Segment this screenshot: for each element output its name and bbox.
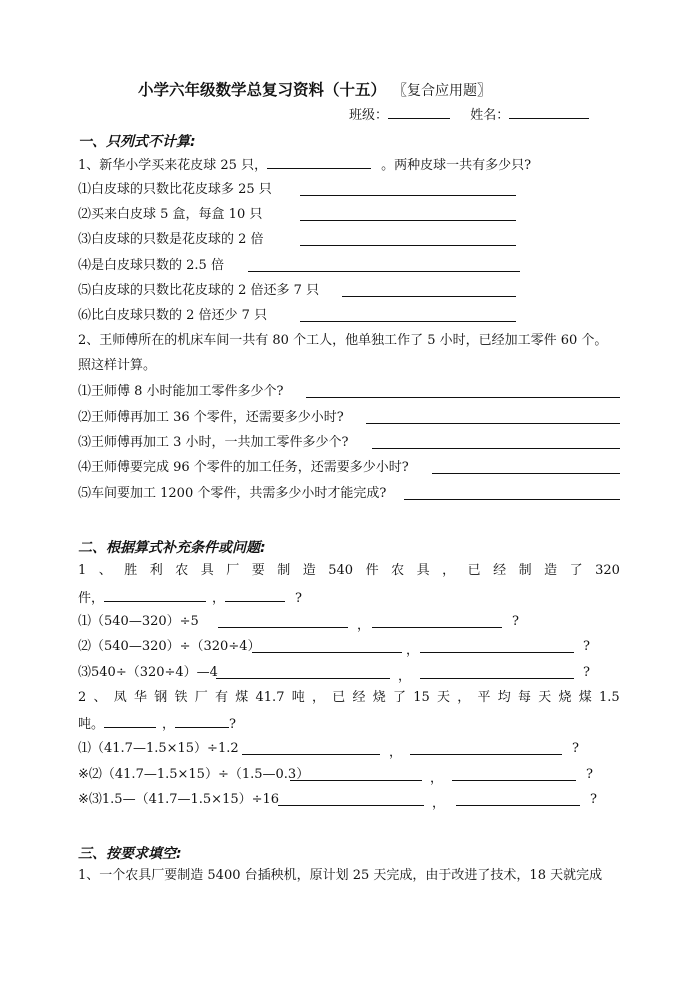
q-char: 有 [215,690,229,705]
sec1-question-1 [78,156,531,174]
comma: ， [389,745,403,760]
sec1-q2-item-4: ⑷王师傅要完成 96 个零件的加工任务，还需要多少小时? [78,460,409,475]
q-char: 经 [352,690,366,705]
q-char: 了 [569,563,583,578]
q-char: 了 [392,690,406,705]
answer-line[interactable] [218,627,348,628]
q-char: 制 [277,563,291,578]
sec2-q2-item-2: ※⑵（41.7—1.5×15）÷（1.5—0.3） [78,767,310,782]
q-char: 2 [78,690,87,705]
sec3-question-1: 1、一个农具厂要制造 5400 台插秧机，原计划 25 天完成，由于改进了技术，18 天就完成 [78,868,603,883]
answer-line[interactable] [248,271,520,272]
question-mark: ? [229,717,237,732]
answer-line[interactable] [404,499,620,500]
sec1-q2-item-1: ⑴王师傅 8 小时能加工零件多少个? [78,384,284,399]
answer-line[interactable] [452,780,576,781]
q-char: 吨 [291,690,305,705]
class-blank[interactable] [388,106,450,119]
sec1-item-4: ⑷是白皮球只数的 2.5 倍 [78,258,224,273]
q-char: 天 [538,690,552,705]
q-char: 厂 [226,563,240,578]
q-char: 农 [391,563,405,578]
q-char: 、 [93,690,107,705]
q-char: 320 [595,563,620,578]
question-mark: ? [295,591,303,606]
question-mark: ? [590,792,597,807]
answer-line[interactable] [300,245,516,246]
sec2-q2-item-3: ※⑶1.5—（41.7—1.5×15）÷16 [78,792,280,807]
answer-line[interactable] [300,220,516,221]
title-tag: 〖复合应用题〗 [400,83,492,99]
q-char: 煤 [235,690,249,705]
answer-line[interactable] [300,321,516,322]
q-char: ， [311,690,325,705]
answer-line[interactable] [420,678,574,679]
answer-line[interactable] [456,805,580,806]
question-blank[interactable] [175,715,229,728]
q-char: 钢 [154,690,168,705]
q-char: 具 [200,563,214,578]
sec1-item-2: ⑵买来白皮球 5 盒，每盒 10 只 [78,207,263,222]
comma: ， [406,643,420,658]
q-char: 、 [98,563,112,578]
q-char: 件 [365,563,379,578]
answer-line[interactable] [306,397,620,398]
title-text: 小学六年级数学总复习资料（十五） [138,81,387,99]
q-char: 540 [328,563,354,578]
sec2-question-1-line1 [78,563,620,579]
answer-line[interactable] [366,423,620,424]
question-mark: ? [583,639,590,654]
sec2-q1-item-3: ⑶540÷（320÷4）—4 [78,665,218,680]
condition-blank[interactable] [104,589,206,602]
sec2-question-1-line2 [78,589,302,607]
q1-prefix: 1、新华小学买来花皮球 25 只， [78,158,268,173]
class-label: 班级： [349,108,389,123]
sec1-question-2-line2: 照这样计算。 [78,358,157,373]
q-char: 具 [416,563,430,578]
q-char: 经 [493,563,507,578]
answer-line[interactable] [300,195,516,196]
question-mark: ? [583,665,590,680]
page-title [138,78,491,100]
sec1-item-5: ⑸白皮球的只数比花皮球的 2 倍还多 7 只 [78,283,320,298]
answer-line[interactable] [252,652,402,653]
question-mark: ? [586,767,593,782]
question-blank[interactable] [225,589,285,602]
sec2-q1-item-2: ⑵（540—320）÷（320÷4） [78,639,261,654]
q-char: 要 [251,563,265,578]
sec1-q2-item-2: ⑵王师傅再加工 36 个零件，还需要多少小时? [78,410,344,425]
comma: ， [162,717,176,732]
q-char: 已 [332,690,346,705]
sec2-question-2-line1 [78,690,620,706]
comma: ， [357,618,371,633]
answer-line[interactable] [420,652,574,653]
sec2-q1-item-1: ⑴（540—320）÷5 [78,614,199,629]
comma: ， [398,669,412,684]
sec2-q2-item-1: ⑴（41.7—1.5×15）÷1.2 [78,741,239,756]
q1-line2-prefix: 件， [78,591,105,606]
question-mark: ? [512,614,519,629]
q-char: 每 [517,690,531,705]
section-1-heading: 一、只列式不计算: [78,134,196,150]
section-2-heading: 二、根据算式补充条件或问题: [78,540,266,556]
answer-line[interactable] [216,678,390,679]
q-char: 造 [302,563,316,578]
answer-line[interactable] [372,627,502,628]
q-char: ， [457,690,471,705]
q-char: 平 [477,690,491,705]
q-char: 天 [436,690,450,705]
sec1-q2-item-3: ⑶王师傅再加工 3 小时，一共加工零件多少个? [78,435,349,450]
q-char: 1 [78,563,87,578]
q-char: ， [442,563,456,578]
q-char: 煤 [578,690,592,705]
question-mark: ? [572,741,579,756]
answer-line[interactable] [342,296,516,297]
q-char: 均 [497,690,511,705]
q-char: 造 [544,563,558,578]
q-char: 41.7 [255,690,285,705]
q2-line2-prefix: 吨。 [78,717,105,732]
answer-line[interactable] [290,780,422,781]
q-char: 利 [149,563,163,578]
answer-line[interactable] [372,448,620,449]
q1-condition-blank[interactable] [267,156,371,169]
q-char: 胜 [124,563,138,578]
comma: ， [432,796,446,811]
answer-line[interactable] [432,473,620,474]
condition-blank[interactable] [104,715,156,728]
sec1-q2-item-5: ⑸车间要加工 1200 个零件，共需多少小时才能完成? [78,486,387,501]
comma: ， [212,591,226,606]
answer-line[interactable] [278,805,424,806]
q-char: 华 [134,690,148,705]
q-char: 烧 [558,690,572,705]
q-char: 厂 [194,690,208,705]
sec1-item-1: ⑴白皮球的只数比花皮球多 25 只 [78,182,272,197]
comma: ， [430,771,444,786]
q-char: 农 [175,563,189,578]
answer-line[interactable] [410,754,562,755]
q-char: 制 [518,563,532,578]
q-char: 凤 [113,690,127,705]
section-3-heading: 三、按要求填空: [78,846,182,862]
q-char: 铁 [174,690,188,705]
sec2-question-2-line2 [78,715,236,733]
name-label: 姓名： [470,108,510,123]
name-blank[interactable] [509,106,589,119]
q-char: 已 [467,563,481,578]
q-char: 1.5 [598,690,620,705]
answer-line[interactable] [242,754,380,755]
q1-suffix: 。两种皮球一共有多少只? [381,158,532,173]
q-char: 烧 [372,690,386,705]
sec1-question-2-line1: 2、王师傅所在的机床车间一共有 80 个工人，他单独工作了 5 小时，已经加工零件 60 个。 [78,333,608,348]
sec1-item-3: ⑶白皮球的只数是花皮球的 2 倍 [78,232,264,247]
q-char: 15 [413,690,430,705]
student-info [349,106,589,124]
sec1-item-6: ⑹比白皮球只数的 2 倍还少 7 只 [78,308,268,323]
